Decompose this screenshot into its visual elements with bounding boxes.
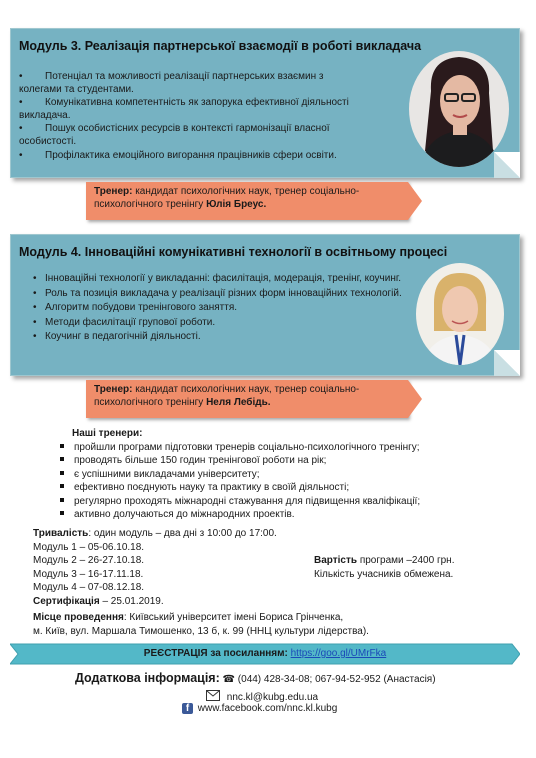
list-item: ефективно поєднують науку та практику в своїй діяльності;: [60, 481, 500, 495]
list-item: • Роль та позиція викладача у реалізації різних форм інноваційних технологій.: [33, 287, 402, 299]
list-item: • Комунікативна компетентність як запорука ефективної діяльності викладача.: [19, 97, 349, 121]
list-item: пройшли програми підготовки тренерів соціально-психологічного тренінгу;: [60, 441, 500, 455]
module3-card: [10, 28, 520, 178]
certification: Сертифікація – 25.01.2019.: [33, 595, 164, 607]
list-item: • Алгоритм побудови тренінгового заняття.: [33, 302, 238, 314]
schedule-section: [33, 527, 333, 608]
list-item: регулярно проходять міжнародні стажування для підвищення кваліфікації;: [60, 495, 500, 509]
contact-label: Додаткова інформація:: [75, 671, 220, 685]
list-item: • Методи фасилітації групової роботи.: [33, 316, 216, 328]
arrow-shape: [408, 380, 422, 418]
list-item: є успішними викладачами університету;: [60, 468, 500, 482]
phone-icon: ☎: [222, 674, 236, 685]
module3-trainer-banner: Тренер: кандидат психологічних наук, тренер соціально-психологічного тренінгу Юлія Бреус.: [86, 182, 408, 220]
schedule-item: Модуль 1 – 05-06.10.18.: [33, 541, 145, 553]
contact-section: [75, 671, 495, 685]
module4-card: [10, 234, 520, 376]
trainers-heading: Наші тренери:: [72, 428, 143, 439]
registration-text: РЕЄСТРАЦІЯ за посиланням: https://goo.gl/UMrFka: [143, 648, 387, 659]
venue-section: [33, 611, 513, 638]
phone-number: (044) 428-34-08; 067-94-52-952 (Анастасія): [237, 674, 436, 685]
facebook-icon: f: [182, 703, 193, 714]
list-item: • Профілактика емоційного вигорання працівників сфери освіти.: [19, 149, 337, 161]
list-item: • Інноваційні технології у викладанні: фасилітація, модерація, тренінг, коучинг.: [33, 273, 402, 284]
arrow-shape: [408, 182, 422, 220]
trainer-photo: [416, 263, 504, 365]
schedule-item: Модуль 3 – 16-17.11.18.: [33, 568, 144, 580]
facebook-link[interactable]: www.facebook.com/nnc.kl.kubg: [197, 703, 338, 715]
page-fold-corner: [494, 152, 520, 178]
list-item: • Пошук особистісних ресурсів в контексті гармонізації власної особистості.: [19, 123, 330, 147]
email-link[interactable]: nnc.kl@kubg.edu.ua: [226, 692, 319, 703]
list-item: проводять більше 150 годин тренінгової роботи на рік;: [60, 454, 500, 468]
email-row: [206, 689, 318, 703]
price: Вартість програми –2400 грн.: [314, 555, 455, 566]
module3-title: Модуль 3. Реалізація партнерської взаємодії в роботі викладача: [19, 39, 422, 53]
module4-trainer-banner: Тренер: кандидат психологічних наук, тренер соціально-психологічного тренінгу Неля Лебідь.: [86, 380, 408, 418]
venue-line1: Місце проведення: Київський університет імені Бориса Грінченка,: [33, 612, 344, 623]
schedule-item: Модуль 4 – 07-08.12.18.: [33, 582, 145, 593]
duration: Тривалість: один модуль – два дні з 10:00 до 17:00.: [33, 528, 277, 539]
registration-link[interactable]: https://goo.gl/UMrFka: [290, 648, 387, 659]
trainer-photo: [409, 51, 509, 167]
list-item: • Коучинг в педагогічній діяльності.: [33, 331, 201, 343]
list-item: активно долучаються до міжнародних проектів.: [60, 508, 500, 522]
registration-banner: [10, 642, 520, 666]
schedule-item: Модуль 2 – 26-27.10.18.: [33, 555, 145, 566]
module4-list: [33, 273, 408, 346]
venue-line2: м. Київ, вул. Маршала Тимошенко, 13 б, к. 99 (ННЦ культури лідерства).: [33, 625, 369, 637]
module4-title: Модуль 4. Інноваційні комунікативні технології в освітньому процесі: [19, 245, 448, 259]
email-icon: [206, 690, 220, 701]
page-fold-corner: [494, 350, 520, 376]
list-item: • Потенціал та можливості реалізації партнерських взаємин з колегами та студентами.: [19, 71, 324, 95]
price-section: [314, 554, 524, 581]
trainers-section: [60, 427, 500, 522]
participants-limit: Кількість учасників обмежена.: [314, 568, 454, 580]
facebook-row: [182, 703, 337, 714]
module3-list: [19, 71, 364, 162]
